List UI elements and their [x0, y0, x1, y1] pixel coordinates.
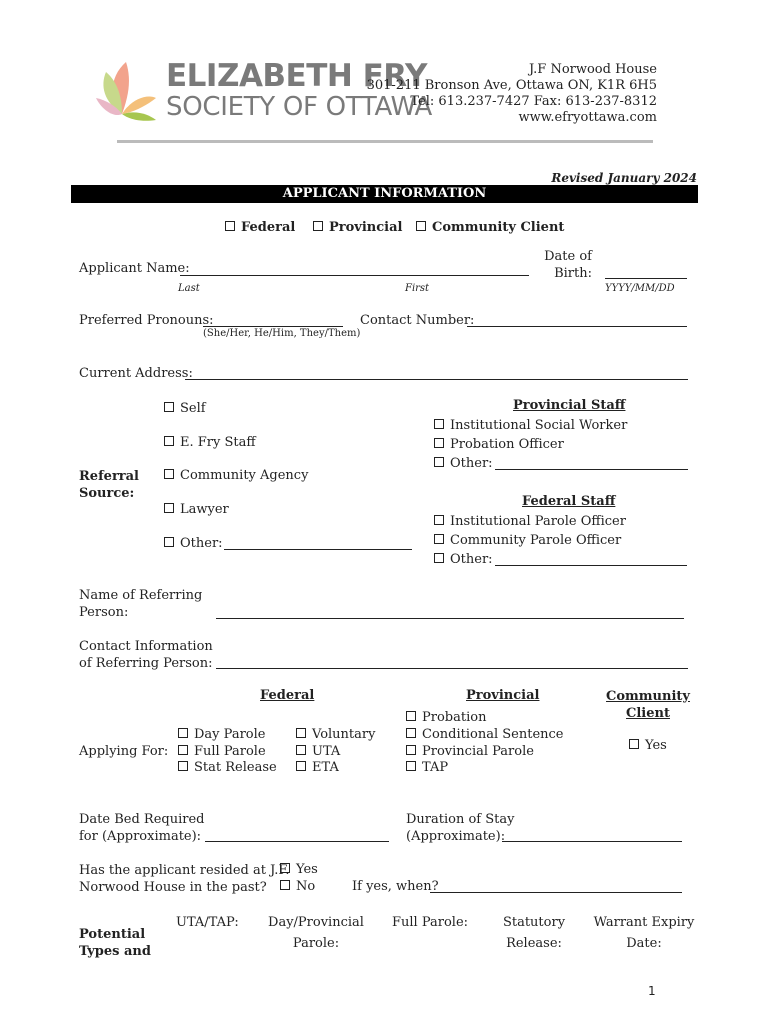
applying-option[interactable]: UTA [296, 744, 340, 759]
header-divider [117, 140, 653, 143]
dob-label: Date of Birth: [544, 249, 592, 281]
applying-option[interactable]: Probation [406, 710, 486, 725]
checkbox-icon[interactable] [296, 745, 306, 755]
applying-option[interactable]: ETA [296, 760, 339, 775]
contact-number-field[interactable] [467, 326, 687, 327]
date-bed-label: Date Bed Required for (Approximate): [79, 812, 205, 844]
checkbox-icon[interactable] [406, 728, 416, 738]
applying-option[interactable]: Day Parole [178, 727, 265, 742]
provincial-staff-option[interactable]: Probation Officer [434, 437, 564, 452]
checkbox-icon[interactable] [280, 880, 290, 890]
checkbox-icon[interactable] [178, 761, 188, 771]
checkbox-federal[interactable]: Federal [225, 220, 295, 235]
potential-col: Day/Provincial Parole: [268, 915, 364, 951]
referring-contact-field[interactable] [216, 668, 688, 669]
checkbox-icon[interactable] [406, 745, 416, 755]
provincial-staff-option[interactable]: Other: [434, 456, 493, 471]
checkbox-icon[interactable] [434, 419, 444, 429]
potential-col: Full Parole: [392, 915, 469, 930]
logo-name-line1: ELIZABETH FRY [166, 58, 427, 94]
federal-staff-option[interactable]: Other: [434, 552, 493, 567]
checkbox-icon[interactable] [164, 469, 174, 479]
checkbox-icon[interactable] [296, 761, 306, 771]
current-address-label: Current Address: [79, 366, 193, 381]
address-line: J.F Norwood House [528, 62, 657, 77]
logo-name-line2: SOCIETY OF OTTAWA [166, 92, 433, 122]
checkbox-icon[interactable] [434, 515, 444, 525]
address-line: www.efryottawa.com [518, 110, 657, 125]
referral-option-other[interactable]: Other: [164, 536, 223, 551]
applying-option[interactable]: Voluntary [296, 727, 375, 742]
applying-option[interactable]: Conditional Sentence [406, 727, 563, 742]
checkbox-icon[interactable] [434, 457, 444, 467]
checkbox-community-client[interactable]: Community Client [416, 220, 564, 235]
applicant-name-field[interactable] [180, 275, 529, 276]
dob-format-hint: YYYY/MM/DD [605, 283, 675, 294]
resided-when-field[interactable] [430, 892, 682, 893]
referring-person-field[interactable] [216, 618, 684, 619]
last-name-hint: Last [178, 283, 200, 294]
address-line: Tel: 613.237-7427 Fax: 613-237-8312 [410, 94, 657, 109]
potential-col: Warrant Expiry Date: [593, 915, 695, 951]
potential-col: Statutory Release: [502, 915, 566, 951]
applying-option-community-yes[interactable]: Yes [629, 738, 667, 753]
pronouns-label: Preferred Pronouns: [79, 313, 214, 328]
pronouns-hint: (She/Her, He/Him, They/Them) [203, 328, 361, 339]
potential-col: UTA/TAP: [176, 915, 239, 930]
referral-option-lawyer[interactable]: Lawyer [164, 502, 229, 517]
logo-leaves-icon [92, 58, 158, 124]
applying-option[interactable]: Stat Release [178, 760, 277, 775]
org-address [367, 62, 657, 126]
checkbox-icon[interactable] [178, 745, 188, 755]
applying-option[interactable]: Provincial Parole [406, 744, 534, 759]
revised-date: Revised January 2024 [551, 171, 697, 185]
federal-staff-option[interactable]: Institutional Parole Officer [434, 514, 626, 529]
resided-yes[interactable]: Yes [280, 862, 318, 877]
checkbox-icon[interactable] [416, 221, 426, 231]
contact-number-label: Contact Number: [360, 313, 475, 328]
federal-staff-option[interactable]: Community Parole Officer [434, 533, 621, 548]
referring-person-label: Name of Referring Person: [79, 588, 203, 620]
checkbox-icon[interactable] [164, 503, 174, 513]
pronouns-field[interactable] [203, 326, 343, 327]
applying-federal-heading: Federal [260, 688, 315, 703]
page-number: 1 [648, 984, 656, 998]
checkbox-icon[interactable] [164, 537, 174, 547]
first-name-hint: First [405, 283, 430, 294]
checkbox-icon[interactable] [280, 863, 290, 873]
duration-label: Duration of Stay (Approximate): [406, 812, 515, 844]
applying-community-heading: Community Client [606, 689, 690, 721]
section-title: APPLICANT INFORMATION [71, 185, 698, 203]
referral-option-community-agency[interactable]: Community Agency [164, 468, 308, 483]
federal-staff-other-field[interactable] [495, 565, 687, 566]
checkbox-provincial[interactable]: Provincial [313, 220, 402, 235]
applicant-name-label: Applicant Name: [79, 261, 190, 276]
checkbox-icon[interactable] [164, 402, 174, 412]
applying-option[interactable]: Full Parole [178, 744, 266, 759]
applying-provincial-heading: Provincial [466, 688, 540, 703]
address-line: 301-211 Bronson Ave, Ottawa ON, K1R 6H5 [366, 78, 657, 93]
checkbox-icon[interactable] [434, 534, 444, 544]
applying-option[interactable]: TAP [406, 760, 448, 775]
duration-field[interactable] [502, 841, 682, 842]
potential-label: Potential Types and [79, 927, 151, 959]
current-address-field[interactable] [185, 379, 688, 380]
federal-staff-heading: Federal Staff [522, 494, 616, 509]
checkbox-icon[interactable] [629, 739, 639, 749]
logo [92, 58, 433, 128]
resided-when-label: If yes, when? [352, 879, 439, 894]
applying-for-label: Applying For: [79, 744, 169, 759]
checkbox-icon[interactable] [434, 553, 444, 563]
checkbox-icon[interactable] [313, 221, 323, 231]
checkbox-icon[interactable] [178, 728, 188, 738]
checkbox-icon[interactable] [406, 761, 416, 771]
date-bed-field[interactable] [205, 841, 389, 842]
checkbox-icon[interactable] [406, 711, 416, 721]
resided-label: Has the applicant resided at J.F. Norwood House in the past? [79, 863, 290, 895]
referring-contact-label: Contact Information of Referring Person: [79, 639, 213, 671]
provincial-staff-other-field[interactable] [495, 469, 688, 470]
provincial-staff-heading: Provincial Staff [513, 398, 626, 413]
resided-no[interactable]: No [280, 879, 315, 894]
referral-source-label: Referral Source: [79, 469, 139, 501]
referral-option-self[interactable]: Self [164, 401, 206, 416]
checkbox-icon[interactable] [434, 438, 444, 448]
checkbox-icon[interactable] [296, 728, 306, 738]
checkbox-icon[interactable] [225, 221, 235, 231]
referral-option-efry-staff[interactable]: E. Fry Staff [164, 435, 256, 450]
dob-field[interactable] [605, 278, 687, 279]
provincial-staff-option[interactable]: Institutional Social Worker [434, 418, 627, 433]
referral-other-field[interactable] [224, 549, 412, 550]
checkbox-icon[interactable] [164, 436, 174, 446]
